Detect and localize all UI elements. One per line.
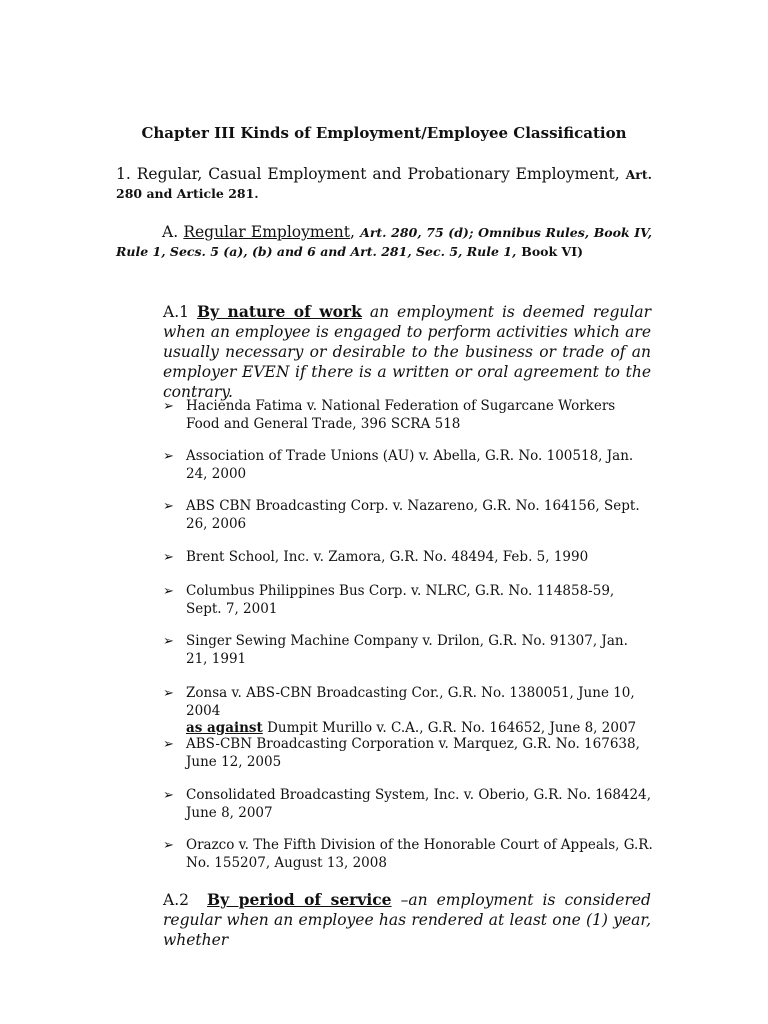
case-citation: Association of Trade Unions (AU) v. Abella, G.R. No. 100518, Jan. 24, 2000 bbox=[186, 448, 634, 482]
arrow-bullet-icon: ➢ bbox=[163, 686, 174, 701]
case-citation: Singer Sewing Machine Company v. Drilon, G.R. No. 91307, Jan. 21, 1991 bbox=[186, 633, 628, 667]
case-citation: ABS CBN Broadcasting Corp. v. Nazareno, G.R. No. 164156, Sept. 26, 2006 bbox=[186, 498, 640, 532]
section-a-close: ) bbox=[577, 244, 583, 259]
arrow-bullet-icon: ➢ bbox=[163, 499, 174, 514]
arrow-bullet-icon: ➢ bbox=[163, 788, 174, 803]
arrow-bullet-icon: ➢ bbox=[163, 584, 174, 599]
case-citation: Zonsa v. ABS-CBN Broadcasting Cor., G.R. No. 1380051, June 10, 2004 bbox=[186, 685, 635, 719]
case-citation: Consolidated Broadcasting System, Inc. v. Oberio, G.R. No. 168424, June 8, 2007 bbox=[186, 787, 651, 821]
case-citation: Brent School, Inc. v. Zamora, G.R. No. 48494, Feb. 5, 1990 bbox=[186, 549, 589, 565]
list-item bbox=[163, 787, 653, 822]
case-citation: Orazco v. The Fifth Division of the Honorable Court of Appeals, G.R. No. 155207, August 13, 2008 bbox=[186, 837, 653, 871]
arrow-bullet-icon: ➢ bbox=[163, 838, 174, 853]
chapter-title: Chapter III Kinds of Employment/Employee Classification bbox=[141, 124, 627, 142]
a2-text: –an employment is considered regular when an employee has rendered at least one (1) year, whether bbox=[163, 891, 651, 949]
section-a-reference-book: Book VI bbox=[521, 244, 578, 259]
case-citation: ABS-CBN Broadcasting Corporation v. Marquez, G.R. No. 167638, June 12, 2005 bbox=[186, 736, 640, 770]
a1-number: A.1 bbox=[163, 303, 189, 321]
a2-paragraph bbox=[163, 890, 651, 950]
section-1-reference: Art. 280 and Article 281. bbox=[116, 167, 652, 201]
arrow-bullet-icon: ➢ bbox=[163, 550, 174, 565]
arrow-bullet-icon: ➢ bbox=[163, 737, 174, 752]
list-item bbox=[163, 498, 653, 533]
case-citation: Hacienda Fatima v. National Federation of Sugarcane Workers Food and General Trade, 396 SCRA 518 bbox=[186, 398, 616, 432]
list-item bbox=[163, 549, 653, 567]
as-against-label: as against bbox=[186, 720, 263, 736]
case-citation: Columbus Philippines Bus Corp. v. NLRC, G.R. No. 114858-59, Sept. 7, 2001 bbox=[186, 583, 615, 617]
section-a-title: Regular Employment bbox=[183, 223, 350, 241]
list-item bbox=[163, 583, 653, 618]
list-item bbox=[163, 633, 653, 668]
section-a-heading: A. Regular Employment, Art. 280, 75 (d); Omnibus Rules, Book IV, Rule 1, Secs. 5 (a), (b) and 6 and Art. 281, Sec. 5, Rule 1, Book VI) bbox=[116, 223, 652, 259]
list-item bbox=[163, 398, 653, 433]
list-item bbox=[163, 837, 653, 872]
section-1-title: Regular, Casual Employment and Probationary Employment, bbox=[136, 165, 620, 183]
case-citation-second: Dumpit Murillo v. C.A., G.R. No. 164652, June 8, 2007 bbox=[267, 720, 637, 736]
arrow-bullet-icon: ➢ bbox=[163, 634, 174, 649]
arrow-bullet-icon: ➢ bbox=[163, 399, 174, 414]
section-1-heading bbox=[116, 165, 652, 203]
list-item bbox=[163, 685, 653, 738]
a1-text: an employment is deemed regular when an employee is engaged to perform activities which are usually necessary or desirable to the business or trade of an employer EVEN if there is a written or oral agreement to the contrary. bbox=[163, 303, 651, 401]
a1-heading: By nature of work bbox=[196, 302, 362, 321]
list-item bbox=[163, 736, 653, 771]
section-a-reference: Art. 280, 75 (d); Omnibus Rules, Book IV, Rule 1, Secs. 5 (a), (b) and 6 and Art. 281, Sec. 5, Rule 1, bbox=[116, 225, 652, 259]
a1-paragraph bbox=[163, 302, 651, 402]
section-a-letter: A. bbox=[162, 223, 179, 241]
arrow-bullet-icon: ➢ bbox=[163, 449, 174, 464]
a2-number: A.2 bbox=[163, 891, 189, 909]
section-1-number: 1. bbox=[116, 165, 131, 183]
list-item bbox=[163, 448, 653, 483]
a2-heading: By period of service bbox=[207, 890, 392, 909]
